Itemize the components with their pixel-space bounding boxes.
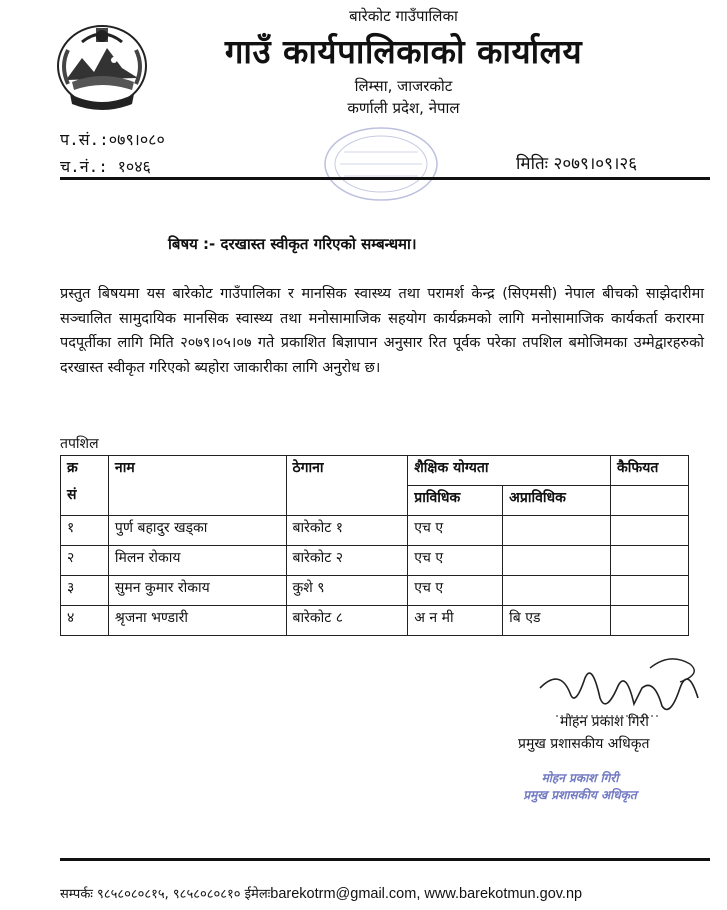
- table-header-row: [61, 456, 689, 486]
- table-row: [61, 576, 689, 606]
- header-qualification: शैक्षिक योग्यता: [408, 456, 611, 486]
- header-name: नाम: [108, 456, 286, 516]
- header-technical: प्राविधिक: [408, 486, 503, 516]
- header-remarks: कैफियत: [611, 456, 689, 486]
- chalani-number: च.नं.: १०४६: [60, 157, 151, 176]
- header-non-technical: अप्राविधिक: [503, 486, 611, 516]
- office-seal-icon: [316, 124, 446, 204]
- cell-remarks: [611, 516, 689, 546]
- cell-non-technical: [503, 576, 611, 606]
- cell-name: श्रृजना भण्डारी: [108, 606, 286, 636]
- cell-remarks: [611, 546, 689, 576]
- cell-non-technical: बि एड: [503, 606, 611, 636]
- stamp-name: मोहन प्रकाश गिरी: [541, 771, 619, 785]
- cell-address: कुशे ९: [286, 576, 408, 606]
- cell-technical: एच ए: [408, 576, 503, 606]
- header-address: ठेगाना: [286, 456, 408, 516]
- cell-name: पुर्ण बहादुर खड्का: [108, 516, 286, 546]
- header-sn: [61, 456, 109, 516]
- table-row: [61, 546, 689, 576]
- cell-remarks: [611, 606, 689, 636]
- cell-non-technical: [503, 546, 611, 576]
- header-remarks-blank: [611, 486, 689, 516]
- candidates-table: [60, 455, 689, 636]
- cell-sn: ४: [61, 606, 109, 636]
- footer-phone: सम्पर्कः ९८५८०८०८१५, ९८५८०८०८१० ईमेलः: [60, 887, 271, 902]
- letter-subject: बिषय :- दरखास्त स्वीकृत गरिएको सम्बन्धमा।: [168, 235, 417, 253]
- signatory-designation: प्रमुख प्रशासकीय अधिकृत: [518, 736, 650, 752]
- patra-sankhya: प.सं.:०७९।०८०: [60, 130, 165, 149]
- cell-technical: एच ए: [408, 546, 503, 576]
- address-line-1: लिम्सा, जाजरकोट: [354, 77, 453, 95]
- municipality-name: बारेकोट गाउँपालिका: [349, 7, 458, 25]
- cell-sn: २: [61, 546, 109, 576]
- table-row: [61, 516, 689, 546]
- cell-remarks: [611, 576, 689, 606]
- cell-name: सुमन कुमार रोकाय: [108, 576, 286, 606]
- header-sn-line2: सं: [67, 487, 77, 503]
- address-line-2: कर्णाली प्रदेश, नेपाल: [347, 99, 460, 117]
- cell-technical: अ न मी: [408, 606, 503, 636]
- office-title: गाउँ कार्यपालिकाको कार्यालय: [224, 32, 583, 71]
- cell-non-technical: [503, 516, 611, 546]
- signatory-stamp: [500, 770, 660, 804]
- signatory-name: मोहन प्रकाश गिरी: [560, 714, 649, 730]
- footer-email-web: barekotrm@gmail.com, www.barekotmun.gov.np: [270, 886, 583, 902]
- cell-address: बारेकोट २: [286, 546, 408, 576]
- footer-divider: [60, 858, 710, 861]
- cell-technical: एच ए: [408, 516, 503, 546]
- cell-name: मिलन रोकाय: [108, 546, 286, 576]
- letter-date: मितिः २०७९।०९।२६: [516, 154, 638, 174]
- cell-address: बारेकोट ८: [286, 606, 408, 636]
- cell-sn: ३: [61, 576, 109, 606]
- letter-body: प्रस्तुत बिषयमा यस बारेकोट गाउँपालिका र मानसिक स्वास्थ्य तथा परामर्श केन्द्र (सिएमसी) नेपाल बीचको साझेदारीमा सञ्चालित सामुदायिक मानसिक स्वास्थ्य तथा मनोसामाजिक सहयोग कार्यक्रमको लागि मनोसामाजिक कार्यकर्ता करारमा पदपूर्तीका लागि मिति २०७९।०५।०७ गते प्रकाशित बिज्ञापान अनुसार रित पूर्वक परेका तपशिल बमोजिमका उम्मेद्वारहरुको दरखास्त स्वीकृत गरिएको ब्यहोरा जाकारीका लागि अनुरोध छ।: [60, 286, 704, 376]
- table-row: [61, 606, 689, 636]
- stamp-designation: प्रमुख प्रशासकीय अधिकृत: [523, 788, 637, 802]
- cell-address: बारेकोट १: [286, 516, 408, 546]
- cell-sn: १: [61, 516, 109, 546]
- footer-contact: [60, 884, 710, 902]
- header-sn-line1: क्र: [67, 460, 78, 476]
- table-caption: तपशिल: [60, 436, 99, 452]
- header-divider: [60, 177, 710, 180]
